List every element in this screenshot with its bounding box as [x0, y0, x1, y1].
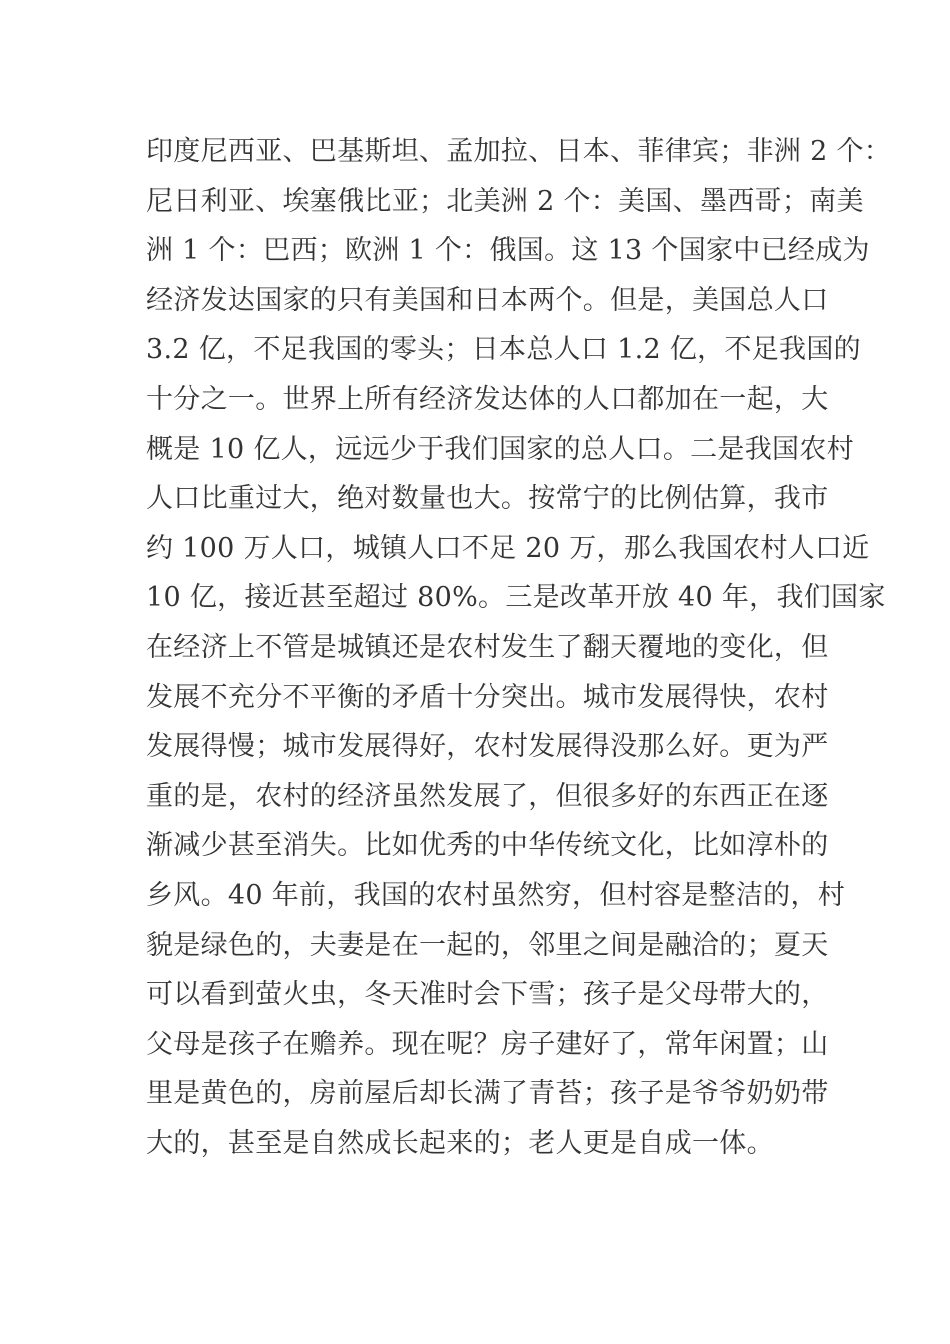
text-line: 10 亿，接近甚至超过 80%。三是改革开放 40 年，我们国家	[146, 582, 886, 614]
text-line: 3.2 亿，不足我国的零头；日本总人口 1.2 亿，不足我国的	[146, 334, 861, 366]
text-line: 经济发达国家的只有美国和日本两个。但是，美国总人口	[146, 284, 829, 316]
text-line: 父母是孩子在赡养。现在呢？房子建好了，常年闲置；山	[146, 1028, 829, 1060]
text-line: 渐减少甚至消失。比如优秀的中华传统文化，比如淳朴的	[146, 830, 829, 862]
text-line: 人口比重过大，绝对数量也大。按常宁的比例估算，我市	[146, 483, 829, 515]
text-line: 重的是，农村的经济虽然发展了，但很多好的东西正在逐	[146, 780, 829, 812]
text-line: 约 100 万人口，城镇人口不足 20 万，那么我国农村人口近	[146, 532, 870, 564]
text-line: 印度尼西亚、巴基斯坦、孟加拉、日本、菲律宾；非洲 2 个：	[146, 136, 892, 167]
text-line: 十分之一。世界上所有经济发达体的人口都加在一起，大	[146, 383, 829, 415]
text-line: 在经济上不管是城镇还是农村发生了翻天覆地的变化，但	[146, 631, 829, 663]
text-line: 可以看到萤火虫，冬天准时会下雪；孩子是父母带大的，	[146, 979, 829, 1011]
text-line: 里是黄色的，房前屋后却长满了青苔；孩子是爷爷奶奶带	[146, 1078, 829, 1110]
text-line: 概是 10 亿人，远远少于我们国家的总人口。二是我国农村	[146, 433, 854, 465]
text-line: 尼日利亚、埃塞俄比亚；北美洲 2 个：美国、墨西哥；南美	[146, 185, 864, 217]
text-line: 乡风。40 年前，我国的农村虽然穷，但村容是整洁的，村	[146, 879, 846, 911]
text-line: 洲 1 个：巴西；欧洲 1 个：俄国。这 13 个国家中已经成为	[146, 235, 870, 267]
text-line: 发展得慢；城市发展得好，农村发展得没那么好。更为严	[146, 731, 829, 763]
text-line: 貌是绿色的，夫妻是在一起的，邻里之间是融洽的；夏天	[146, 929, 829, 961]
text-line: 发展不充分不平衡的矛盾十分突出。城市发展得快，农村	[146, 681, 829, 713]
text-line: 大的，甚至是自然成长起来的；老人更是自成一体。	[146, 1127, 774, 1159]
body-paragraph	[146, 127, 892, 1168]
